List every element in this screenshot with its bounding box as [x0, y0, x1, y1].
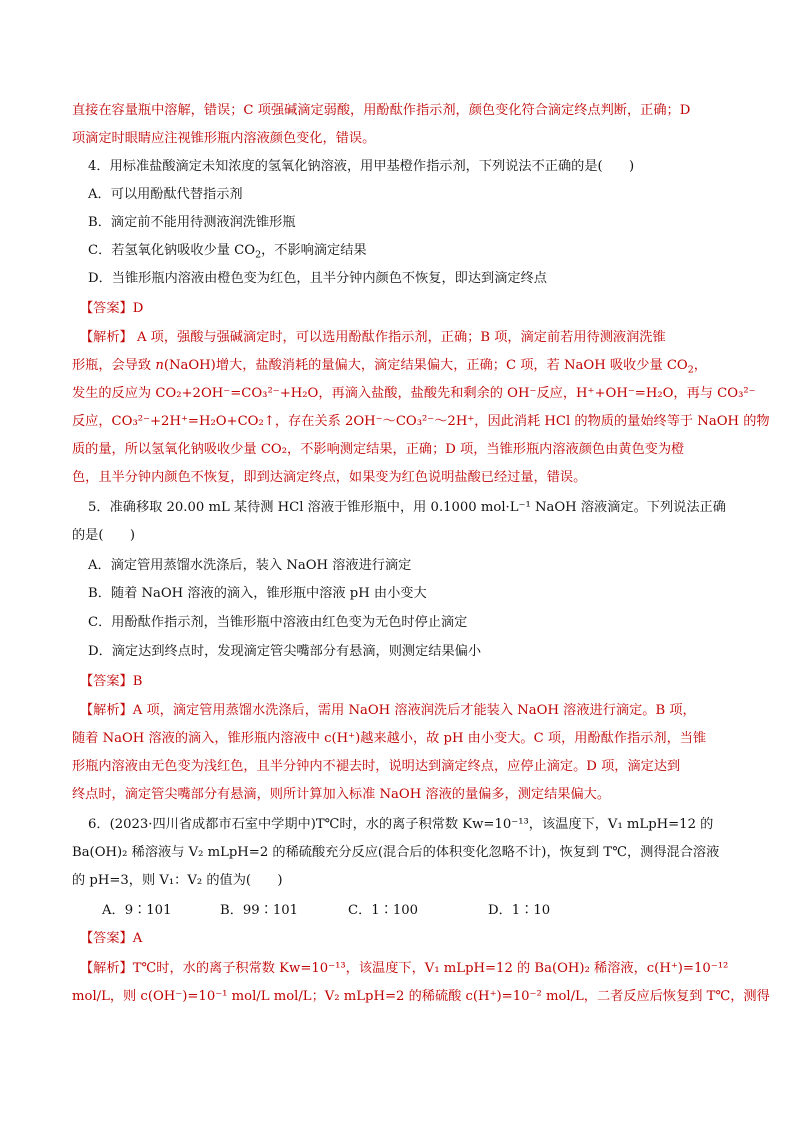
q5-answer: 【答案】B — [80, 674, 143, 689]
q5-option-d: D．滴定达到终点时，发现滴定管尖嘴部分有悬滴，则测定结果偏小 — [88, 644, 482, 659]
q6-explanation-1: 【解析】T℃时，水的离子积常数 Kw=10⁻¹³，该温度下，V₁ mLpH=12 的 Ba(OH)₂ 稀溶液，c(H⁺)=10⁻¹² — [80, 961, 729, 976]
q4-explanation-2: 形瓶，会导致 n(NaOH)增大，盐酸消耗的量偏大，滴定结果偏大，正确；C 项，若 NaOH 吸收少量 $CO_2$， — [72, 358, 707, 376]
q4-option-a: A．可以用酚酞代替指示剂 — [88, 187, 243, 202]
q5-explanation-4: 终点时，滴定管尖嘴部分有悬滴，则所计算加入标准 NaOH 溶液的量偏多，测定结果偏大。 — [72, 787, 611, 802]
q4-explanation-4: 反应，CO₃²⁻+2H⁺=H₂O+CO₂↑，存在关系 2OH⁻～CO₃²⁻～2H⁺，因此消耗 HCl 的物质的量始终等于 NaOH 的物 — [72, 414, 770, 429]
q6-option-d: D．1∶10 — [488, 903, 551, 918]
q5-stem-2: 的是( ) — [72, 528, 136, 543]
q4-explanation-5: 质的量，所以氢氧化钠吸收少量 CO₂，不影响测定结果，正确；D 项，当锥形瓶内溶液颜色由黄色变为橙 — [72, 442, 685, 457]
q4-option-b: B．滴定前不能用待测液润洗锥形瓶 — [88, 215, 296, 230]
q4-explanation-3: 发生的反应为 CO₂+2OH⁻=CO₃²⁻+H₂O，再滴入盐酸，盐酸先和剩余的 OH⁻反应，H⁺+OH⁻=H₂O，再与 CO₃²⁻ — [72, 386, 756, 401]
q6-option-a: A．9∶101 — [102, 903, 172, 918]
q5-option-b: B．随着 NaOH 溶液的滴入，锥形瓶中溶液 pH 由小变大 — [88, 586, 427, 601]
q4-stem: 4．用标准盐酸滴定未知浓度的氢氧化钠溶液，用甲基橙作指示剂，下列说法不正确的是( ) — [88, 159, 635, 174]
q4-option-d: D．当锥形瓶内溶液由橙色变为红色，且半分钟内颜色不恢复，即达到滴定终点 — [88, 271, 547, 286]
q5-stem-1: 5．准确移取 20.00 mL 某待测 HCl 溶液于锥形瓶中，用 0.1000 mol·L⁻¹ NaOH 溶液滴定。下列说法正确 — [88, 500, 726, 515]
q6-stem-2: Ba(OH)₂ 稀溶液与 V₂ mLpH=2 的稀硫酸充分反应(混合后的体积变化忽略不计)，恢复到 T℃，测得混合溶液 — [72, 845, 720, 860]
q6-stem-1: 6．(2023·四川省成都市石室中学期中)T℃时，水的离子积常数 Kw=10⁻¹³，该温度下，V₁ mLpH=12 的 — [88, 817, 714, 832]
q6-option-b: B．99∶101 — [220, 903, 299, 918]
carry-line-2: 项滴定时眼睛应注视锥形瓶内溶液颜色变化，错误。 — [72, 131, 376, 146]
q4-option-c: C．若氢氧化钠吸收少量 $CO_2$，不影响滴定结果 — [88, 243, 367, 261]
q4-explanation-1: 【解析】 A 项，强酸与强碱滴定时，可以选用酚酞作指示剂，正确；B 项，滴定前若用待测液润洗锥 — [80, 330, 666, 345]
q5-explanation-2: 随着 NaOH 溶液的滴入，锥形瓶内溶液中 c(H⁺)越来越小，故 pH 由小变大。C 项，用酚酞作指示剂，当锥 — [72, 731, 707, 746]
q5-explanation-1: 【解析】A 项，滴定管用蒸馏水洗涤后，需用 NaOH 溶液润洗后才能装入 NaOH 溶液进行滴定。B 项， — [80, 703, 696, 718]
q6-answer: 【答案】A — [80, 931, 143, 946]
q4-answer: 【答案】D — [80, 301, 144, 316]
q6-stem-3: 的 pH=3，则 V₁：V₂ 的值为( ) — [72, 873, 283, 888]
q6-option-c: C．1∶100 — [348, 903, 419, 918]
q5-option-c: C．用酚酞作指示剂，当锥形瓶中溶液由红色变为无色时停止滴定 — [88, 615, 468, 630]
carry-line-1: 直接在容量瓶中溶解，错误；C 项强碱滴定弱酸，用酚酞作指示剂，颜色变化符合滴定终点判断，正确；D — [72, 103, 691, 118]
q5-option-a: A．滴定管用蒸馏水洗涤后，装入 NaOH 溶液进行滴定 — [88, 558, 412, 573]
q4-explanation-6: 色，且半分钟内颜色不恢复，即到达滴定终点，如果变为红色说明盐酸已经过量，错误。 — [72, 470, 587, 485]
q5-explanation-3: 形瓶内溶液由无色变为浅红色，且半分钟内不褪去时，说明达到滴定终点，应停止滴定。D 项，滴定达到 — [72, 759, 681, 774]
q6-explanation-2: mol/L，则 c(OH⁻)=10⁻¹ mol/L mol/L；V₂ mLpH=2 的稀硫酸 c(H⁺)=10⁻² mol/L，二者反应后恢复到 T℃，测得 — [72, 989, 770, 1004]
